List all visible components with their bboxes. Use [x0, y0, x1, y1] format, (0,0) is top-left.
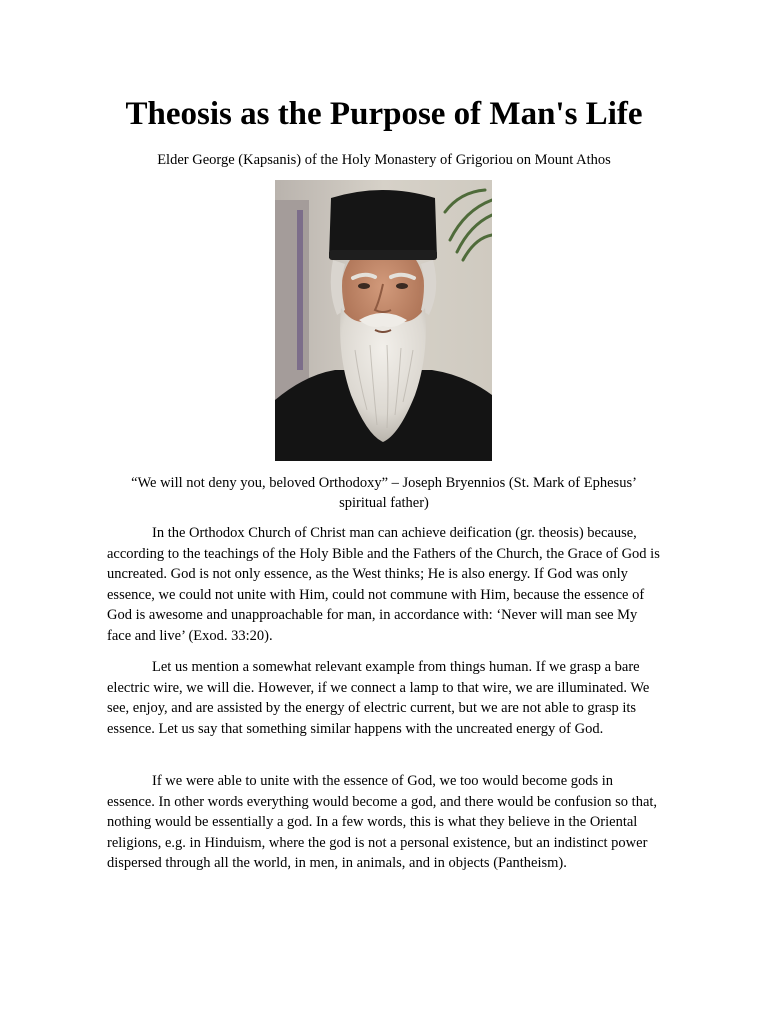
photo-caption: “We will not deny you, beloved Orthodoxy” – Joseph Bryennios (St. Mark of Ephesus’ spiritual father): [131, 475, 637, 511]
paragraph-text: In the Orthodox Church of Christ man can achieve deification (gr. theosis) because, according to the teachings of the Holy Bible and the Fathers of the Church, the Grace of God is uncreated. God is not only essence, as the West thinks; He is also energy. If God was only essence, we could not unite with Him, could not commune with Him, because the essence of God is awesome and unapproachable for man, in accordance with: ‘Never will man see My face and live’ (Exod. 33:20).: [107, 525, 660, 644]
portrait-illustration: [275, 180, 492, 461]
body-paragraph-2: [107, 657, 663, 739]
body-paragraph-3: [107, 771, 663, 874]
document-title: Theosis as the Purpose of Man's Life: [125, 96, 643, 132]
paragraph-text: If we were able to unite with the essence of God, we too would become gods in essence. In other words everything would become a god, and there would be confusion so that, nothing would be essentially a god. In a few words, this is what they believe in the Oriental religions, e.g. in Hinduism, where the god is not a personal existence, but an indistinct power dispersed through all the world, in men, in animals, and in objects (Pantheism).: [107, 773, 658, 871]
body-paragraph-1: [107, 523, 663, 646]
document-subtitle: Elder George (Kapsanis) of the Holy Monastery of Grigoriou on Mount Athos: [157, 152, 611, 168]
paragraph-text: Let us mention a somewhat relevant example from things human. If we grasp a bare electric wire, we will die. However, if we connect a lamp to that wire, we are illuminated. We see, enjoy, and are assisted by the energy of electric current, but we are not able to grasp its essence. Let us say that something similar happens with the uncreated energy of God.: [107, 659, 650, 737]
portrait-photo: [275, 180, 492, 461]
